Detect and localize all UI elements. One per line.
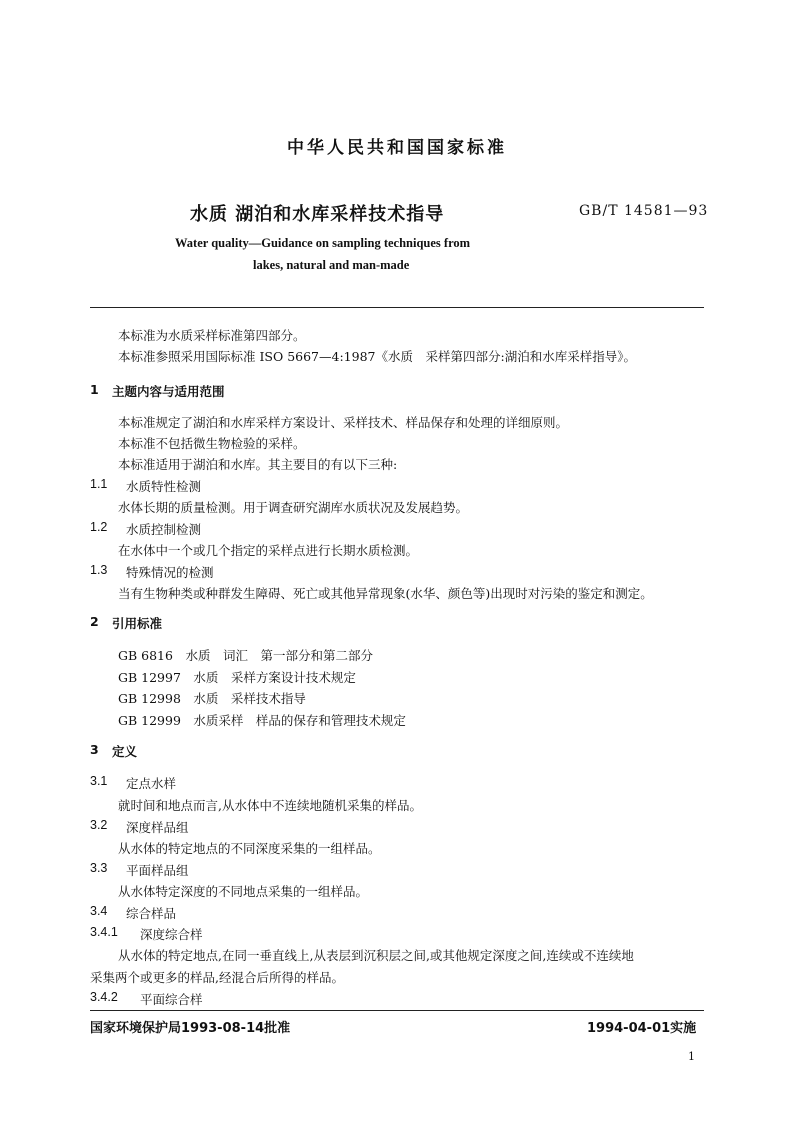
paragraph: 本标准规定了湖泊和水库采样方案设计、采样技术、样品保存和处理的详细原则。 bbox=[118, 415, 569, 430]
header-divider bbox=[90, 307, 704, 308]
section-heading: 定义 bbox=[112, 744, 138, 759]
clause-title: 综合样品 bbox=[126, 906, 177, 921]
intro-line: 本标准为水质采样标准第四部分。 bbox=[118, 328, 306, 343]
clause-title: 平面样品组 bbox=[126, 863, 189, 878]
document-title: 水质 湖泊和水库采样技术指导 bbox=[190, 204, 445, 225]
intro-line: 本标准参照采用国际标准 ISO 5667—4:1987《水质 采样第四部分:湖泊和水库采样指导》。 bbox=[118, 349, 636, 364]
clause-number: 1.1 bbox=[90, 477, 108, 491]
clause-number: 3.3 bbox=[90, 861, 108, 875]
clause-title: 水质控制检测 bbox=[126, 522, 202, 537]
clause-number: 1.3 bbox=[90, 563, 108, 577]
reference-item: GB 12998 水质 采样技术指导 bbox=[118, 691, 306, 706]
section-number: 2 bbox=[90, 614, 99, 629]
clause-number: 1.2 bbox=[90, 520, 108, 534]
clause-number: 3.1 bbox=[90, 774, 108, 788]
clause-title: 平面综合样 bbox=[140, 992, 203, 1007]
page-number: 1 bbox=[688, 1050, 695, 1063]
clause-number: 3.2 bbox=[90, 818, 108, 832]
implementation-date: 1994-04-01实施 bbox=[587, 1021, 697, 1036]
standard-category: 中华人民共和国国家标准 bbox=[287, 138, 507, 158]
paragraph: 本标准适用于湖泊和水库。其主要目的有以下三种: bbox=[118, 457, 398, 472]
clause-title: 深度综合样 bbox=[140, 927, 203, 942]
clause-number: 3.4.1 bbox=[90, 925, 118, 939]
paragraph: 采集两个或更多的样品,经混合后所得的样品。 bbox=[90, 970, 344, 985]
english-title-line2: lakes, natural and man-made bbox=[253, 258, 410, 272]
clause-title: 深度样品组 bbox=[126, 820, 189, 835]
reference-item: GB 12999 水质采样 样品的保存和管理技术规定 bbox=[118, 713, 406, 728]
paragraph: 就时间和地点而言,从水体中不连续地随机采集的样品。 bbox=[118, 798, 422, 813]
section-number: 3 bbox=[90, 742, 99, 757]
paragraph: 在水体中一个或几个指定的采样点进行长期水质检测。 bbox=[118, 543, 419, 558]
standard-number: GB/T 14581—93 bbox=[579, 203, 709, 219]
approval-text: 国家环境保护局1993-08-14批准 bbox=[90, 1021, 291, 1036]
footer-divider bbox=[90, 1010, 704, 1011]
clause-title: 特殊情况的检测 bbox=[126, 565, 214, 580]
section-heading: 引用标准 bbox=[112, 616, 163, 631]
section-heading: 主题内容与适用范围 bbox=[112, 384, 225, 399]
reference-item: GB 12997 水质 采样方案设计技术规定 bbox=[118, 670, 356, 685]
english-title-line1: Water quality—Guidance on sampling techniques from bbox=[175, 236, 471, 250]
clause-title: 定点水样 bbox=[126, 776, 177, 791]
paragraph: 从水体的特定地点,在同一垂直线上,从表层到沉积层之间,或其他规定深度之间,连续或不连续地 bbox=[118, 948, 634, 963]
clause-title: 水质特性检测 bbox=[126, 479, 202, 494]
paragraph: 从水体的特定地点的不同深度采集的一组样品。 bbox=[118, 841, 381, 856]
paragraph: 从水体特定深度的不同地点采集的一组样品。 bbox=[118, 884, 369, 899]
paragraph: 当有生物种类或种群发生障碍、死亡或其他异常现象(水华、颜色等)出现时对污染的鉴定和测定。 bbox=[118, 586, 653, 601]
section-number: 1 bbox=[90, 382, 99, 397]
paragraph: 水体长期的质量检测。用于调查研究湖库水质状况及发展趋势。 bbox=[118, 500, 469, 515]
clause-number: 3.4.2 bbox=[90, 990, 118, 1004]
paragraph: 本标准不包括微生物检验的采样。 bbox=[118, 436, 306, 451]
clause-number: 3.4 bbox=[90, 904, 108, 918]
reference-item: GB 6816 水质 词汇 第一部分和第二部分 bbox=[118, 648, 373, 663]
